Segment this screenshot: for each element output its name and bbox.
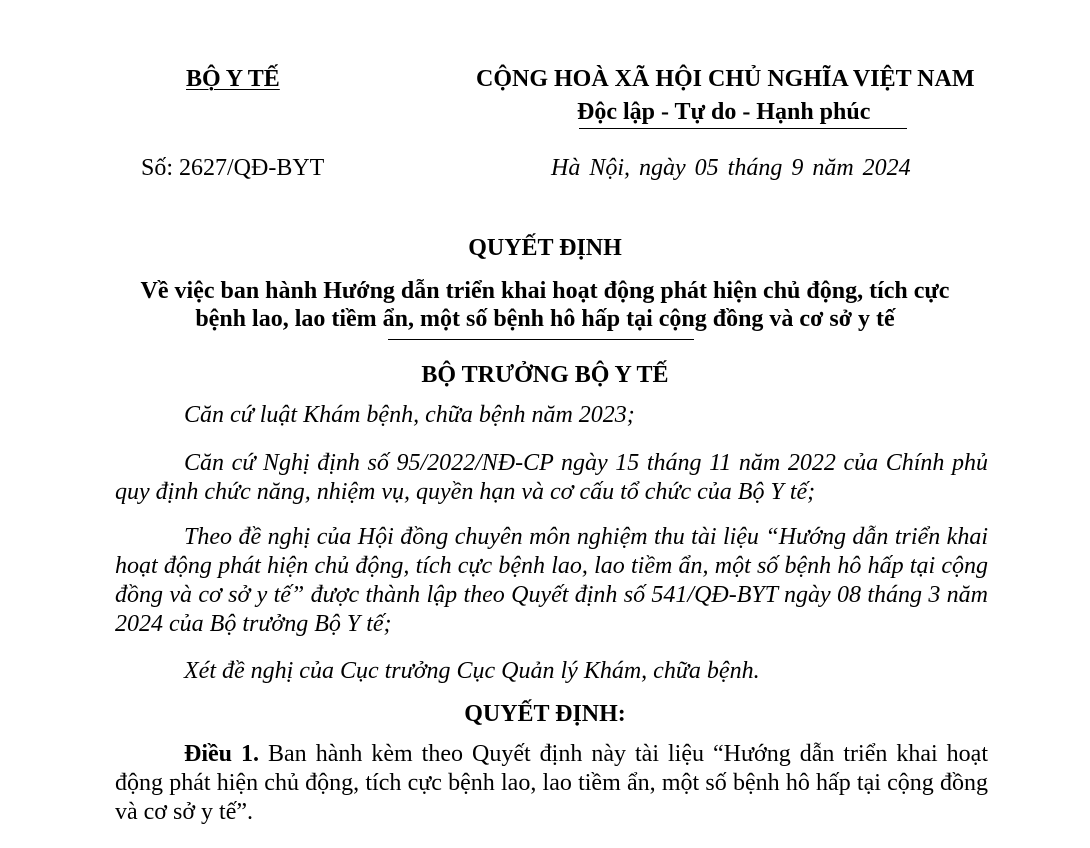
- ministry-name: BỘ Y TẾ: [186, 66, 280, 92]
- ground-council-proposal: Theo đề nghị của Hội đồng chuyên môn nghiệm thu tài liệu “Hướng dẫn triển khai hoạt động phát hiện chủ động, tích cực bệnh lao, lao tiềm ẩn, một số bệnh hô hấp tại cộng đồng và cơ sở y tế” được thành lập theo Quyết định số 541/QĐ-BYT ngày 08 tháng 3 năm 2024 của Bộ trưởng Bộ Y tế;: [115, 524, 988, 637]
- subject-underline: [388, 339, 694, 340]
- document-subject-line-1: Về việc ban hành Hướng dẫn triển khai hoạt động phát hiện chủ động, tích cực: [140, 278, 950, 304]
- issuing-authority: BỘ TRƯỞNG BỘ Y TẾ: [421, 362, 669, 388]
- ground-decree: Căn cứ Nghị định số 95/2022/NĐ-CP ngày 15 tháng 11 năm 2022 của Chính phủ quy định chức năng, nhiệm vụ, quyền hạn và cơ cấu tổ chức của Bộ Y tế;: [115, 450, 988, 505]
- decision-heading: QUYẾT ĐỊNH:: [464, 701, 626, 727]
- document-date: Hà Nội, ngày 05 tháng 9 năm 2024: [551, 155, 911, 181]
- motto-underline: [579, 128, 907, 129]
- document-subject-line-2: bệnh lao, lao tiềm ẩn, một số bệnh hô hấp tại cộng đồng và cơ sở y tế: [195, 306, 895, 332]
- article-1-label: Điều 1.: [184, 741, 260, 767]
- document-type-title: QUYẾT ĐỊNH: [468, 235, 622, 261]
- ground-department-proposal: Xét đề nghị của Cục trưởng Cục Quản lý Khám, chữa bệnh.: [184, 658, 760, 684]
- article-1-text: Ban hành kèm theo Quyết định này tài liệu “Hướng dẫn triển khai hoạt động phát hiện chủ động, tích cực bệnh lao, lao tiềm ẩn, một số bệnh hô hấp tại cộng đồng và cơ sở y tế”.: [115, 741, 989, 825]
- ground-law: Căn cứ luật Khám bệnh, chữa bệnh năm 2023;: [184, 402, 635, 428]
- article-1: [115, 740, 988, 827]
- national-motto: Độc lập - Tự do - Hạnh phúc: [577, 99, 871, 125]
- document-number: Số: 2627/QĐ-BYT: [141, 155, 325, 181]
- nation-name: CỘNG HOÀ XÃ HỘI CHỦ NGHĨA VIỆT NAM: [476, 66, 975, 92]
